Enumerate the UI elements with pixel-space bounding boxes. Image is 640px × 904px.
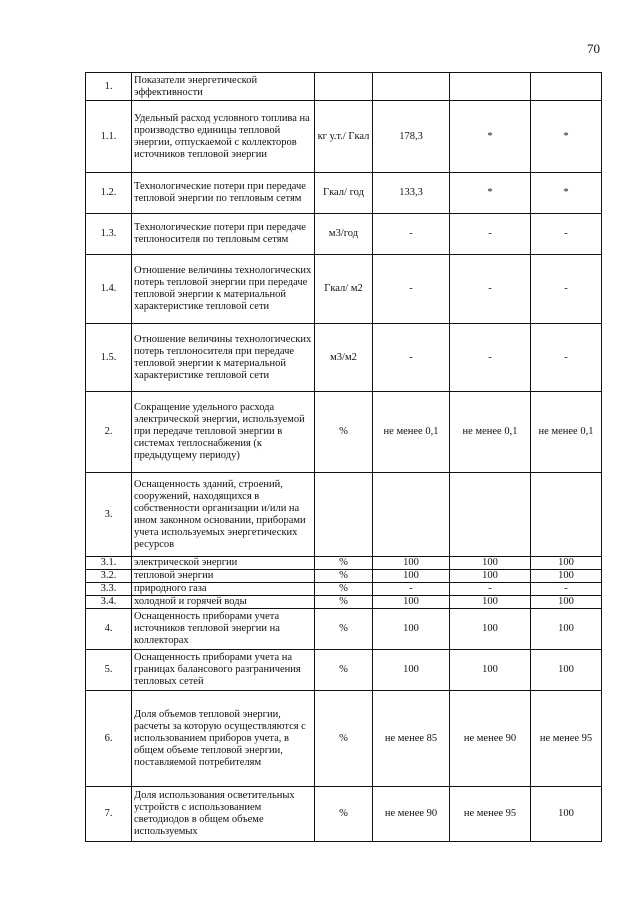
value-cell-2: 100 bbox=[450, 609, 531, 650]
value-cell-1: не менее 90 bbox=[373, 787, 450, 842]
unit-cell: % bbox=[315, 557, 373, 570]
value-cell-3: 100 bbox=[531, 787, 602, 842]
value-cell-3: 100 bbox=[531, 650, 602, 691]
value-cell-3: не менее 0,1 bbox=[531, 392, 602, 473]
value-cell-1: не менее 85 bbox=[373, 691, 450, 787]
row-number: 1.3. bbox=[86, 214, 132, 255]
table-row bbox=[86, 73, 602, 101]
unit-cell: % bbox=[315, 392, 373, 473]
value-cell-3 bbox=[531, 473, 602, 557]
table-row bbox=[86, 173, 602, 214]
table-row bbox=[86, 596, 602, 609]
unit-cell: м3/год bbox=[315, 214, 373, 255]
row-number: 1.1. bbox=[86, 101, 132, 173]
page-number: 70 bbox=[587, 41, 600, 56]
indicator-name: природного газа bbox=[132, 583, 315, 596]
value-cell-3: 100 bbox=[531, 596, 602, 609]
value-cell-3: 100 bbox=[531, 557, 602, 570]
value-cell-2: 100 bbox=[450, 596, 531, 609]
table-row bbox=[86, 214, 602, 255]
unit-cell: % bbox=[315, 787, 373, 842]
value-cell-2: 100 bbox=[450, 557, 531, 570]
unit-cell: Гкал/ год bbox=[315, 173, 373, 214]
unit-cell: м3/м2 bbox=[315, 324, 373, 392]
value-cell-3 bbox=[531, 73, 602, 101]
value-cell-3: * bbox=[531, 173, 602, 214]
row-number: 3.2. bbox=[86, 570, 132, 583]
indicator-name: Отношение величины технологических потерь тепловой энергии при передаче тепловой энергии к материальной характеристике тепловой сети bbox=[132, 255, 315, 324]
table-row bbox=[86, 609, 602, 650]
value-cell-1: - bbox=[373, 583, 450, 596]
indicator-name: Доля использования осветительных устройств с использованием светодиодов в общем объеме используемых bbox=[132, 787, 315, 842]
value-cell-3: * bbox=[531, 101, 602, 173]
value-cell-2: - bbox=[450, 583, 531, 596]
table-row bbox=[86, 583, 602, 596]
row-number: 1.4. bbox=[86, 255, 132, 324]
indicator-name: Удельный расход условного топлива на производство единицы тепловой энергии, отпускаемой с коллекторов источников тепловой энергии bbox=[132, 101, 315, 173]
unit-cell bbox=[315, 73, 373, 101]
row-number: 3.1. bbox=[86, 557, 132, 570]
indicator-name: Сокращение удельного расхода электрической энергии, используемой при передаче тепловой энергии в системах теплоснабжения (к предыдущему периоду) bbox=[132, 392, 315, 473]
indicator-name: Технологические потери при передаче тепловой энергии по тепловым сетям bbox=[132, 173, 315, 214]
value-cell-2: не менее 0,1 bbox=[450, 392, 531, 473]
value-cell-2: * bbox=[450, 101, 531, 173]
table-row bbox=[86, 557, 602, 570]
value-cell-1: 133,3 bbox=[373, 173, 450, 214]
indicator-name: Технологические потери при передаче теплоносителя по тепловым сетям bbox=[132, 214, 315, 255]
value-cell-1: 100 bbox=[373, 650, 450, 691]
unit-cell: % bbox=[315, 691, 373, 787]
value-cell-3: - bbox=[531, 324, 602, 392]
row-number: 5. bbox=[86, 650, 132, 691]
value-cell-3: - bbox=[531, 583, 602, 596]
table-row bbox=[86, 392, 602, 473]
value-cell-2: - bbox=[450, 214, 531, 255]
value-cell-2: - bbox=[450, 324, 531, 392]
indicators-table bbox=[85, 72, 602, 842]
table-row bbox=[86, 787, 602, 842]
value-cell-1: 100 bbox=[373, 557, 450, 570]
value-cell-1: 100 bbox=[373, 609, 450, 650]
row-number: 6. bbox=[86, 691, 132, 787]
value-cell-1: 100 bbox=[373, 596, 450, 609]
value-cell-1: - bbox=[373, 214, 450, 255]
row-number: 1.5. bbox=[86, 324, 132, 392]
table-row bbox=[86, 570, 602, 583]
unit-cell: % bbox=[315, 583, 373, 596]
unit-cell: % bbox=[315, 570, 373, 583]
row-number: 4. bbox=[86, 609, 132, 650]
value-cell-1: - bbox=[373, 255, 450, 324]
table-row bbox=[86, 101, 602, 173]
value-cell-3: 100 bbox=[531, 570, 602, 583]
value-cell-1: не менее 0,1 bbox=[373, 392, 450, 473]
value-cell-2: не менее 90 bbox=[450, 691, 531, 787]
table-row bbox=[86, 691, 602, 787]
value-cell-3: - bbox=[531, 255, 602, 324]
row-number: 2. bbox=[86, 392, 132, 473]
value-cell-3: 100 bbox=[531, 609, 602, 650]
value-cell-1: - bbox=[373, 324, 450, 392]
value-cell-3: - bbox=[531, 214, 602, 255]
indicator-name: Оснащенность приборами учета на границах балансового разграничения тепловых сетей bbox=[132, 650, 315, 691]
value-cell-1 bbox=[373, 473, 450, 557]
value-cell-2 bbox=[450, 473, 531, 557]
value-cell-2: 100 bbox=[450, 570, 531, 583]
row-number: 3.4. bbox=[86, 596, 132, 609]
indicator-name: холодной и горячей воды bbox=[132, 596, 315, 609]
row-number: 1.2. bbox=[86, 173, 132, 214]
indicator-name: Отношение величины технологических потерь теплоносителя при передаче тепловой энергии к материальной характеристике тепловой сети bbox=[132, 324, 315, 392]
row-number: 1. bbox=[86, 73, 132, 101]
unit-cell: % bbox=[315, 650, 373, 691]
row-number: 3. bbox=[86, 473, 132, 557]
table-row bbox=[86, 473, 602, 557]
unit-cell: % bbox=[315, 596, 373, 609]
unit-cell: Гкал/ м2 bbox=[315, 255, 373, 324]
value-cell-1: 178,3 bbox=[373, 101, 450, 173]
value-cell-2: - bbox=[450, 255, 531, 324]
value-cell-2: * bbox=[450, 173, 531, 214]
indicator-name: Оснащенность приборами учета источников тепловой энергии на коллекторах bbox=[132, 609, 315, 650]
indicator-name: Оснащенность зданий, строений, сооружений, находящихся в собственности организации и/или на ином законном основании, приборами учета используемых энергетических ресурсов bbox=[132, 473, 315, 557]
table-row bbox=[86, 650, 602, 691]
table-row bbox=[86, 255, 602, 324]
row-number: 7. bbox=[86, 787, 132, 842]
indicator-name: Доля объемов тепловой энергии, расчеты за которую осуществляются с использованием приборов учета, в общем объеме тепловой энергии, поставляемой потребителям bbox=[132, 691, 315, 787]
unit-cell: кг у.т./ Гкал bbox=[315, 101, 373, 173]
table-row bbox=[86, 324, 602, 392]
value-cell-2: 100 bbox=[450, 650, 531, 691]
value-cell-3: не менее 95 bbox=[531, 691, 602, 787]
value-cell-2 bbox=[450, 73, 531, 101]
value-cell-2: не менее 95 bbox=[450, 787, 531, 842]
value-cell-1 bbox=[373, 73, 450, 101]
row-number: 3.3. bbox=[86, 583, 132, 596]
value-cell-1: 100 bbox=[373, 570, 450, 583]
indicator-name: Показатели энергетической эффективности bbox=[132, 73, 315, 101]
indicator-name: электрической энергии bbox=[132, 557, 315, 570]
unit-cell: % bbox=[315, 609, 373, 650]
indicator-name: тепловой энергии bbox=[132, 570, 315, 583]
unit-cell bbox=[315, 473, 373, 557]
